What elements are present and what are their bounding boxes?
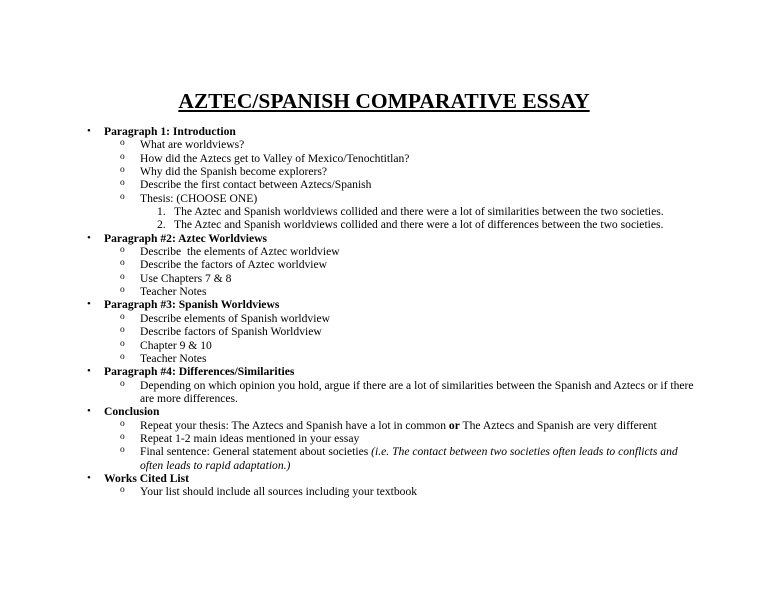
bullet-icon: • <box>87 231 91 244</box>
circle-bullet-icon: o <box>120 178 125 189</box>
circle-bullet-icon: o <box>120 485 125 496</box>
final-sentence-text: Final sentence: General statement about societies <box>140 445 372 459</box>
list-item <box>0 419 768 432</box>
section-heading-works-cited <box>0 472 768 485</box>
thesis-option-number: 1. <box>157 205 166 219</box>
section-heading-introduction <box>0 125 768 138</box>
circle-bullet-icon: o <box>120 151 125 162</box>
section-heading-label: Paragraph #2: Aztec Worldviews <box>104 231 268 245</box>
list-item-text: Repeat 1-2 main ideas mentioned in your essay <box>140 431 360 445</box>
list-item <box>0 138 768 151</box>
section-heading-label: Paragraph #3: Spanish Worldviews <box>104 298 280 312</box>
circle-bullet-icon: o <box>120 191 125 202</box>
section-heading-conclusion <box>0 405 768 418</box>
section-heading-label: Conclusion <box>104 405 160 419</box>
bullet-icon: • <box>87 471 91 484</box>
list-item-text: Why did the Spanish become explorers? <box>140 165 328 179</box>
section-heading-label: Works Cited List <box>104 471 190 485</box>
circle-bullet-icon: o <box>120 138 125 149</box>
list-item-text: How did the Aztecs get to Valley of Mexico/Tenochtitlan? <box>140 151 410 165</box>
page-title: AZTEC/SPANISH COMPARATIVE ESSAY <box>178 89 590 113</box>
list-item <box>0 258 768 271</box>
circle-bullet-icon: o <box>120 271 125 282</box>
list-item-text: Teacher Notes <box>140 285 207 299</box>
circle-bullet-icon: o <box>120 338 125 349</box>
list-item-text: Describe the first contact between Aztecs/Spanish <box>140 178 372 192</box>
list-item-text: Your list should include all sources including your textbook <box>140 485 418 499</box>
list-item <box>0 325 768 338</box>
list-item <box>0 245 768 258</box>
list-item <box>0 379 700 406</box>
circle-bullet-icon: o <box>120 325 125 336</box>
list-item <box>0 312 768 325</box>
list-item <box>0 285 768 298</box>
circle-bullet-icon: o <box>120 431 125 442</box>
thesis-repeat-text: Repeat your thesis: The Aztecs and Spanish have a lot in common <box>140 418 449 432</box>
thesis-option-text: The Aztec and Spanish worldviews collided and there were a lot of similarities between the two societies. <box>174 205 664 219</box>
essay-outline <box>0 125 768 499</box>
list-item <box>0 192 768 205</box>
section-heading-spanish-worldviews <box>0 298 768 311</box>
thesis-repeat-or: or <box>448 418 460 432</box>
list-item <box>0 352 768 365</box>
circle-bullet-icon: o <box>120 245 125 256</box>
section-heading-differences-similarities <box>0 365 768 378</box>
list-item-text: Chapter 9 & 10 <box>140 338 212 352</box>
list-item-text: Thesis: (CHOOSE ONE) <box>140 191 258 205</box>
circle-bullet-icon: o <box>120 285 125 296</box>
list-item-text: Teacher Notes <box>140 351 207 365</box>
list-item <box>0 339 768 352</box>
list-item-text: What are worldviews? <box>140 138 245 152</box>
list-item-text: Describe factors of Spanish Worldview <box>140 325 322 339</box>
thesis-option-number: 2. <box>157 218 166 232</box>
final-sentence-example: (i.e. The contact between two societies often leads to conflicts and often leads to rapid adaptation.) <box>140 445 678 472</box>
list-item-text: Describe the elements of Aztec worldview <box>140 245 340 259</box>
circle-bullet-icon: o <box>120 258 125 269</box>
list-item <box>0 485 768 498</box>
list-item <box>0 272 768 285</box>
circle-bullet-icon: o <box>120 165 125 176</box>
list-item <box>0 178 768 191</box>
thesis-repeat-text-end: The Aztecs and Spanish are very different <box>459 418 657 432</box>
bullet-icon: • <box>87 405 91 418</box>
thesis-option <box>0 218 768 231</box>
list-item <box>0 152 768 165</box>
list-item <box>0 445 700 472</box>
circle-bullet-icon: o <box>120 378 125 389</box>
thesis-option-text: The Aztec and Spanish worldviews collided and there were a lot of differences between the two societies. <box>174 218 664 232</box>
list-item-text: Describe elements of Spanish worldview <box>140 311 330 325</box>
section-heading-aztec-worldviews <box>0 232 768 245</box>
bullet-icon: • <box>87 298 91 311</box>
list-item-text: Use Chapters 7 & 8 <box>140 271 232 285</box>
section-heading-label: Paragraph 1: Introduction <box>104 125 236 138</box>
list-item <box>0 165 768 178</box>
section-heading-label: Paragraph #4: Differences/Similarities <box>104 365 295 379</box>
bullet-icon: • <box>87 125 91 137</box>
list-item-text: Depending on which opinion you hold, argue if there are a lot of similarities between the Spanish and Aztecs or if there are more differences. <box>140 378 694 405</box>
circle-bullet-icon: o <box>120 445 125 456</box>
thesis-option <box>0 205 768 218</box>
circle-bullet-icon: o <box>120 418 125 429</box>
circle-bullet-icon: o <box>120 351 125 362</box>
circle-bullet-icon: o <box>120 311 125 322</box>
list-item <box>0 432 768 445</box>
list-item-text: Describe the factors of Aztec worldview <box>140 258 328 272</box>
bullet-icon: • <box>87 365 91 378</box>
